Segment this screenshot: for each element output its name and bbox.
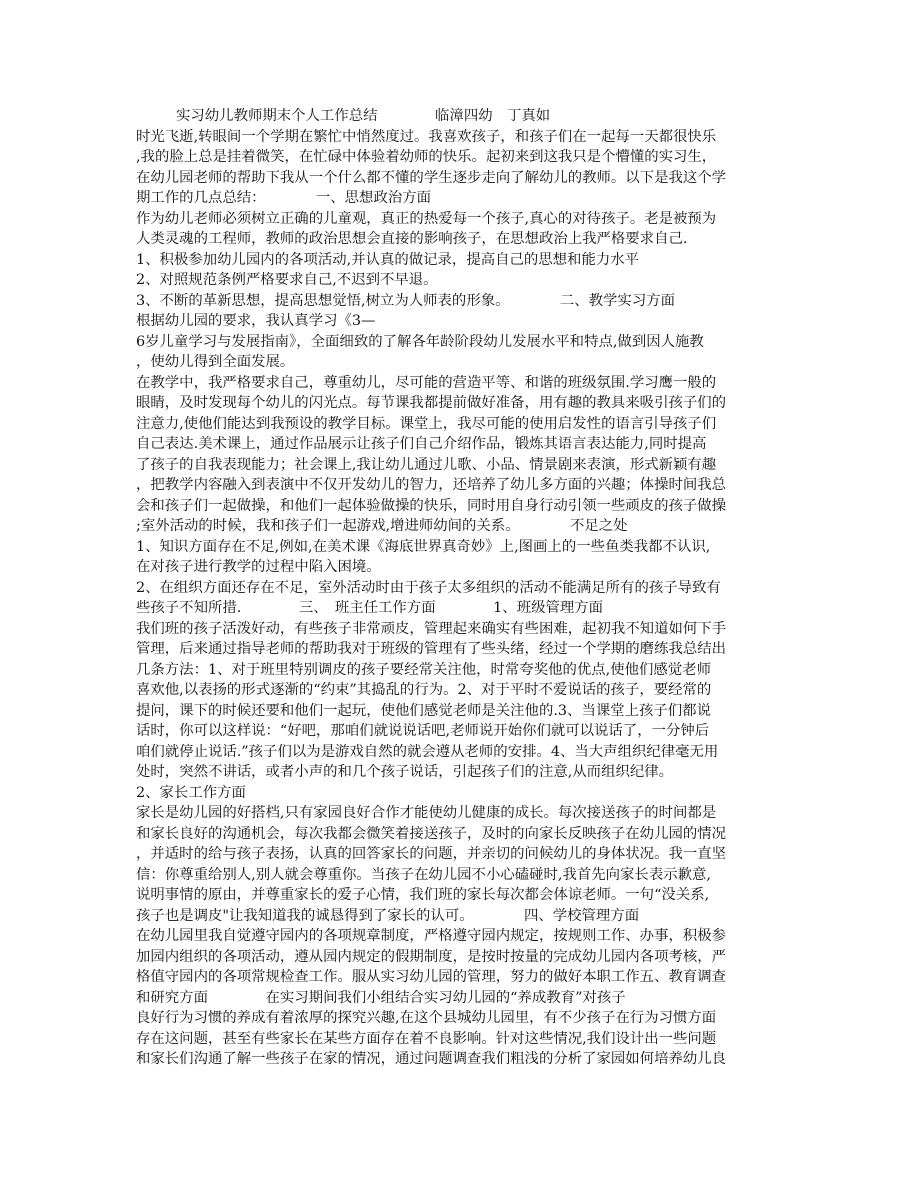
text-line: 2、家长工作方面 [136, 784, 246, 801]
text-line: 2、在组织方面还存在不足，室外活动时由于孩子太多组织的活动不能满足所有的孩子导致有 [136, 579, 721, 596]
text-line: 信：你尊重给别人,别人就会尊重你。当孩子在幼儿园不小心磕碰时,我首先向家长表示歉意, [136, 866, 711, 883]
text-line: 3、不断的革新思想，提高思想觉悟,树立为人师表的形象。 二、教学实习方面 [136, 292, 675, 309]
text-line: 提问，课下的时候还要和他们一起玩，使他们感觉老师是关注他的.3、当课堂上孩子们都说 [136, 702, 711, 719]
text-line: ，并适时的给与孩子表扬，认真的回答家长的问题，并亲切的问候幼儿的身体状况。我一直坚 [136, 846, 727, 862]
text-line: 人类灵魂的工程师，教师的政治思想会直接的影响孩子，在思想政治上我严格要求自己. [136, 231, 688, 247]
text-line: ，使幼儿得到全面发展。 [136, 354, 295, 370]
text-line: 在幼儿园里我自觉遵守园内的各项规章制度，严格遵守园内规定，按规则工作、办事，积极参 [136, 928, 727, 944]
text-line: 处时，突然不讲话，或者小声的和几个孩子说话，引起孩子们的注意,从而组织纪律。 [136, 764, 674, 780]
text-line: 1、积极参加幼儿园内的各项活动,并认真的做记录，提高自己的思想和能力水平 [136, 251, 640, 268]
text-line: 眼睛，及时发现每个幼儿的闪光点。每节课我都提前做好准备，用有趣的教具来吸引孩子们的 [136, 395, 727, 411]
text-line: 家长是幼儿园的好搭档,只有家园良好合作才能使幼儿健康的成长。每次接送孩子的时间都是 [136, 805, 717, 821]
text-line: 孩子也是调皮"让我知道我的诚恳得到了家长的认可。 四、学校管理方面 [136, 907, 640, 924]
text-line: 时光飞逝,转眼间一个学期在繁忙中悄然度过。我喜欢孩子，和孩子们在一起每一天都很快乐 [136, 128, 717, 145]
text-line: 良好行为习惯的养成有着浓厚的探究兴趣,在这个县城幼儿园里，有不少孩子在行为习惯方面 [136, 1010, 717, 1026]
text-line: 些孩子不知所措. 三、 班主任工作方面 1、班级管理方面 [136, 600, 604, 616]
text-line: 了孩子的自我表现能力；社会课上,我让幼儿通过儿歌、小品、情景剧来表演，形式新颖有趣 [136, 456, 717, 473]
text-line: 和家长们沟通了解一些孩子在家的情况，通过问题调查我们粗浅的分析了家园如何培养幼儿良 [136, 1051, 727, 1067]
text-line: 几条方法：1、对于班里特别调皮的孩子要经常关注他，时常夸奖他的优点,使他们感觉老师 [136, 661, 711, 678]
text-line: 加园内组织的各项活动，遵从园内规定的假期制度，是按时按量的完成幼儿园内各项考核，严 [136, 948, 727, 965]
text-line: 和研究方面 在实习期间我们小组结合实习幼儿园的“养成教育”对孩子 [136, 989, 626, 1006]
text-line: 会和孩子们一起做操，和他们一起体验做操的快乐，同时用自身行动引领一些顽皮的孩子做操 [136, 497, 727, 514]
document-body [136, 106, 788, 1070]
text-line: 2、对照规范条例严格要求自己,不迟到不早退。 [136, 272, 438, 288]
text-line: 管理，后来通过指导老师的帮助我对于班级的管理有了些头绪，经过一个学期的磨练我总结出 [136, 641, 727, 657]
text-line: ;室外活动的时候，我和孩子们一起游戏,增进师幼间的关系。 不足之处 [136, 518, 628, 534]
text-line: 咱们就停止说话.”孩子们以为是游戏自然的就会遵从老师的安排。4、当大声组织纪律毫无用 [136, 743, 719, 760]
text-line: 注意力,使他们能达到我预设的教学目标。课堂上，我尽可能的使用启发性的语言引导孩子们 [136, 415, 717, 432]
text-line: 格值守园内的各项常规检查工作。服从实习幼儿园的管理，努力的做好本职工作五、教育调查 [136, 969, 727, 985]
text-line: 作为幼儿老师必须树立正确的儿童观，真正的热爱每一个孩子,真心的对待孩子。老是被预为 [136, 210, 717, 227]
text-line: ,我的脸上总是挂着微笑，在忙碌中体验着幼师的快乐。起初来到这我只是个懵懂的实习生， [136, 149, 717, 165]
text-line: 在对孩子进行教学的过程中陷入困境。 [136, 559, 381, 575]
text-line: ，把教学内容融入到表演中不仅开发幼儿的智力，还培养了幼儿多方面的兴趣；体操时间我总 [136, 477, 727, 493]
text-line: 话时，你可以这样说：“好吧，那咱们就说说话吧,老师说开始你们就可以说话了，一分钟后 [136, 723, 710, 739]
text-line: 自己表达.美术课上，通过作品展示让孩子们自己介绍作品，锻炼其语言表达能力,同时提高 [136, 436, 707, 452]
text-line: 在教学中，我严格要求自己，尊重幼儿，尽可能的营造平等、和谐的班级氛围.学习鹰一般的 [136, 374, 717, 391]
text-line: 和家长良好的沟通机会，每次我都会微笑着接送孩子，及时的向家长反映孩子在幼儿园的情况 [136, 825, 727, 842]
document-title-line: 实习幼儿教师期末个人工作总结 临漳四幼 丁真如 [176, 108, 551, 124]
text-line: 期工作的几点总结： 一、思想政治方面 [136, 190, 432, 206]
text-line: 根据幼儿园的要求，我认真学习《3— [136, 313, 376, 329]
text-line: 喜欢他,以表扬的形式逐渐的“约束”其捣乱的行为。2、对于平时不爱说话的孩子，要经常的 [136, 682, 712, 698]
text-line: 1、知识方面存在不足,例如,在美术课《海底世界真奇妙》上,图画上的一些鱼类我都不认识, [136, 538, 711, 555]
text-line: 6岁儿童学习与发展指南》，全面细致的了解各年龄阶段幼儿发展水平和特点,做到因人施教 [136, 333, 704, 350]
text-line: 我们班的孩子活泼好动，有些孩子非常顽皮，管理起来确实有些困难，起初我不知道如何下手 [136, 620, 727, 637]
text-line: 说明事情的原由，并尊重家长的爱子心情，我们班的家长每次都会体谅老师。一句“没关系, [136, 887, 710, 903]
text-line: 存在这问题，甚至有些家长在某些方面存在着不良影响。针对这些情况,我们设计出一些问题 [136, 1030, 717, 1047]
text-line: 在幼儿园老师的帮助下我从一个什么都不懂的学生逐步走向了解幼儿的教师。以下是我这个学 [136, 169, 727, 186]
